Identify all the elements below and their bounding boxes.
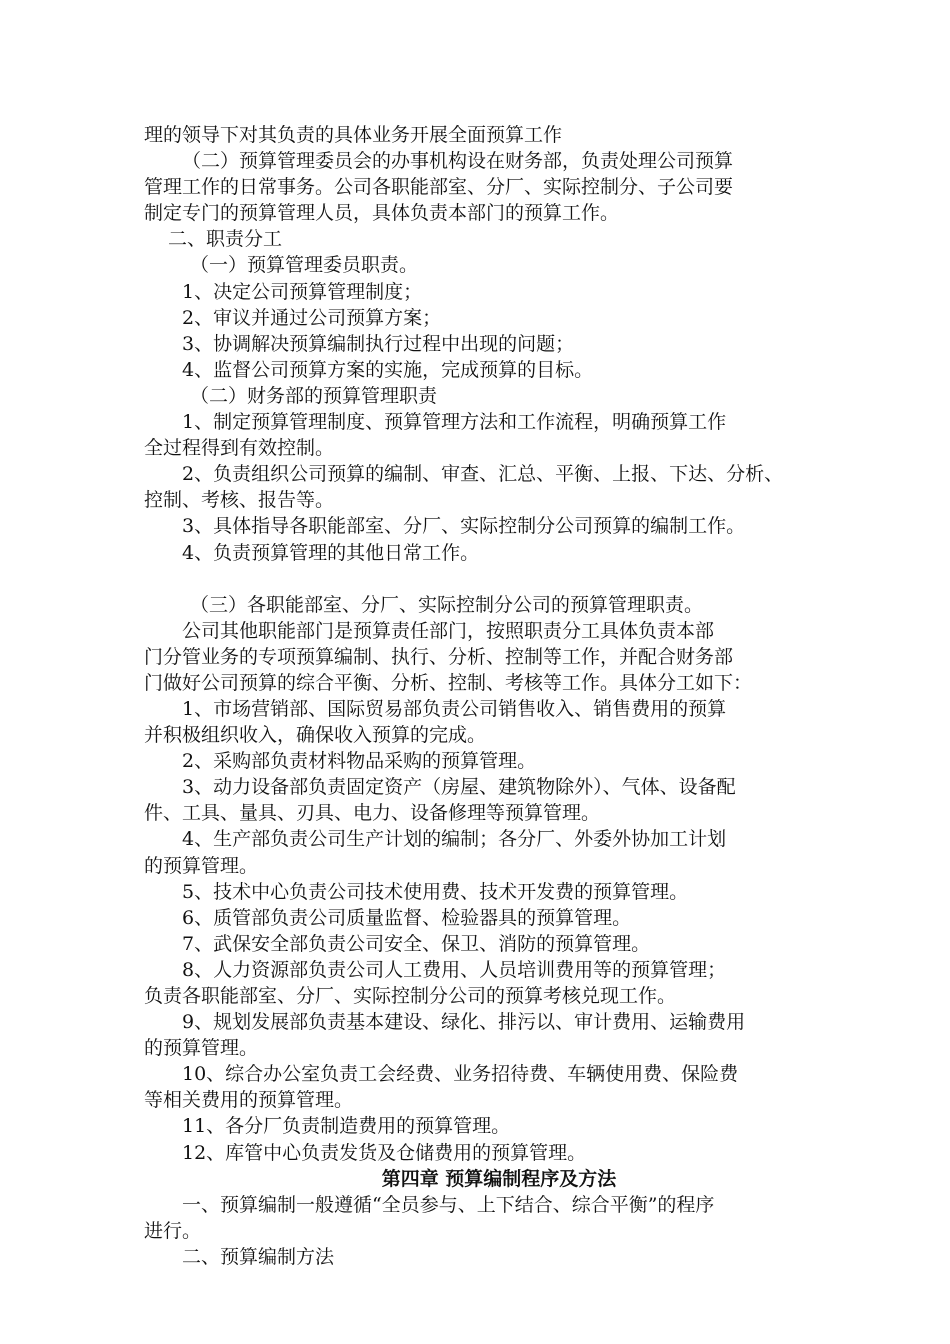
section-heading: 二、预算编制方法 xyxy=(182,1245,335,1268)
paragraph-line: 等相关费用的预算管理。 xyxy=(144,1089,354,1112)
list-item: 10、综合办公室负责工会经费、业务招待费、车辆使用费、保险费 xyxy=(182,1063,739,1086)
paragraph-line: 公司其他职能部门是预算责任部门，按照职责分工具体负责本部 xyxy=(182,619,715,642)
list-item: 2、负责组织公司预算的编制、审查、汇总、平衡、上报、下达、分析、 xyxy=(182,463,784,486)
list-item: 7、武保安全部负责公司安全、保卫、消防的预算管理。 xyxy=(182,932,651,955)
paragraph-line: 进行。 xyxy=(144,1219,202,1242)
paragraph-line: 管理工作的日常事务。公司各职能部室、分厂、实际控制分、子公司要 xyxy=(144,176,734,199)
paragraph-line: 门做好公司预算的综合平衡、分析、控制、考核等工作。具体分工如下： xyxy=(144,671,753,694)
list-item: 1、制定预算管理制度、预算管理方法和工作流程，明确预算工作 xyxy=(182,411,727,434)
list-item: 12、库管中心负责发货及仓储费用的预算管理。 xyxy=(182,1141,587,1164)
document-page xyxy=(144,122,824,1270)
list-item: 5、技术中心负责公司技术使用费、技术开发费的预算管理。 xyxy=(182,880,689,903)
list-item: 8、人力资源部负责公司人工费用、人员培训费用等的预算管理； xyxy=(182,958,727,981)
list-item: 4、生产部负责公司生产计划的编制；各分厂、外委外协加工计划 xyxy=(182,828,727,851)
subsection-heading: （二）财务部的预算管理职责 xyxy=(190,384,438,407)
paragraph-line: （二）预算管理委员会的办事机构设在财务部，负责处理公司预算 xyxy=(182,150,734,173)
paragraph-line: 的预算管理。 xyxy=(144,1037,259,1060)
list-item: 4、监督公司预算方案的实施，完成预算的目标。 xyxy=(182,358,594,381)
section-heading: 二、职责分工 xyxy=(168,228,283,251)
list-item: 6、质管部负责公司质量监督、检验器具的预算管理。 xyxy=(182,906,632,929)
list-item: 3、协调解决预算编制执行过程中出现的问题； xyxy=(182,332,575,355)
paragraph-line: 负责各职能部室、分厂、实际控制分公司的预算考核兑现工作。 xyxy=(144,985,677,1007)
paragraph-line: 控制、考核、报告等。 xyxy=(144,489,335,512)
paragraph-line: 件、工具、量具、刃具、电力、设备修理等预算管理。 xyxy=(144,802,601,825)
blank-line xyxy=(144,566,824,592)
subsection-heading: （三）各职能部室、分厂、实际控制分公司的预算管理职责。 xyxy=(190,593,704,616)
paragraph-line: 门分管业务的专项预算编制、执行、分析、控制等工作，并配合财务部 xyxy=(144,645,734,668)
paragraph-line: 一、预算编制一般遵循“全员参与、上下结合、综合平衡”的程序 xyxy=(182,1193,715,1216)
subsection-heading: （一）预算管理委员职责。 xyxy=(190,254,419,277)
list-item: 2、采购部负责材料物品采购的预算管理。 xyxy=(182,750,537,773)
list-item: 3、动力设备部负责固定资产（房屋、建筑物除外）、气体、设备配 xyxy=(182,776,736,799)
paragraph-line: 制定专门的预算管理人员，具体负责本部门的预算工作。 xyxy=(144,202,620,225)
paragraph-line: 并积极组织收入，确保收入预算的完成。 xyxy=(144,724,487,747)
list-item: 1、市场营销部、国际贸易部负责公司销售收入、销售费用的预算 xyxy=(182,697,727,720)
paragraph-line: 理的领导下对其负责的具体业务开展全面预算工作 xyxy=(144,124,563,146)
list-item: 11、各分厂负责制造费用的预算管理。 xyxy=(182,1115,511,1138)
list-item: 2、审议并通过公司预算方案； xyxy=(182,306,442,329)
paragraph-line: 全过程得到有效控制。 xyxy=(144,437,335,460)
list-item: 4、负责预算管理的其他日常工作。 xyxy=(182,541,480,564)
paragraph-line: 的预算管理。 xyxy=(144,854,259,877)
chapter-heading: 第四章 预算编制程序及方法 xyxy=(381,1167,617,1190)
list-item: 9、规划发展部负责基本建设、绿化、排污以、审计费用、运输费用 xyxy=(182,1011,746,1034)
list-item: 3、具体指导各职能部室、分厂、实际控制分公司预算的编制工作。 xyxy=(182,515,746,538)
list-item: 1、决定公司预算管理制度； xyxy=(182,280,423,303)
